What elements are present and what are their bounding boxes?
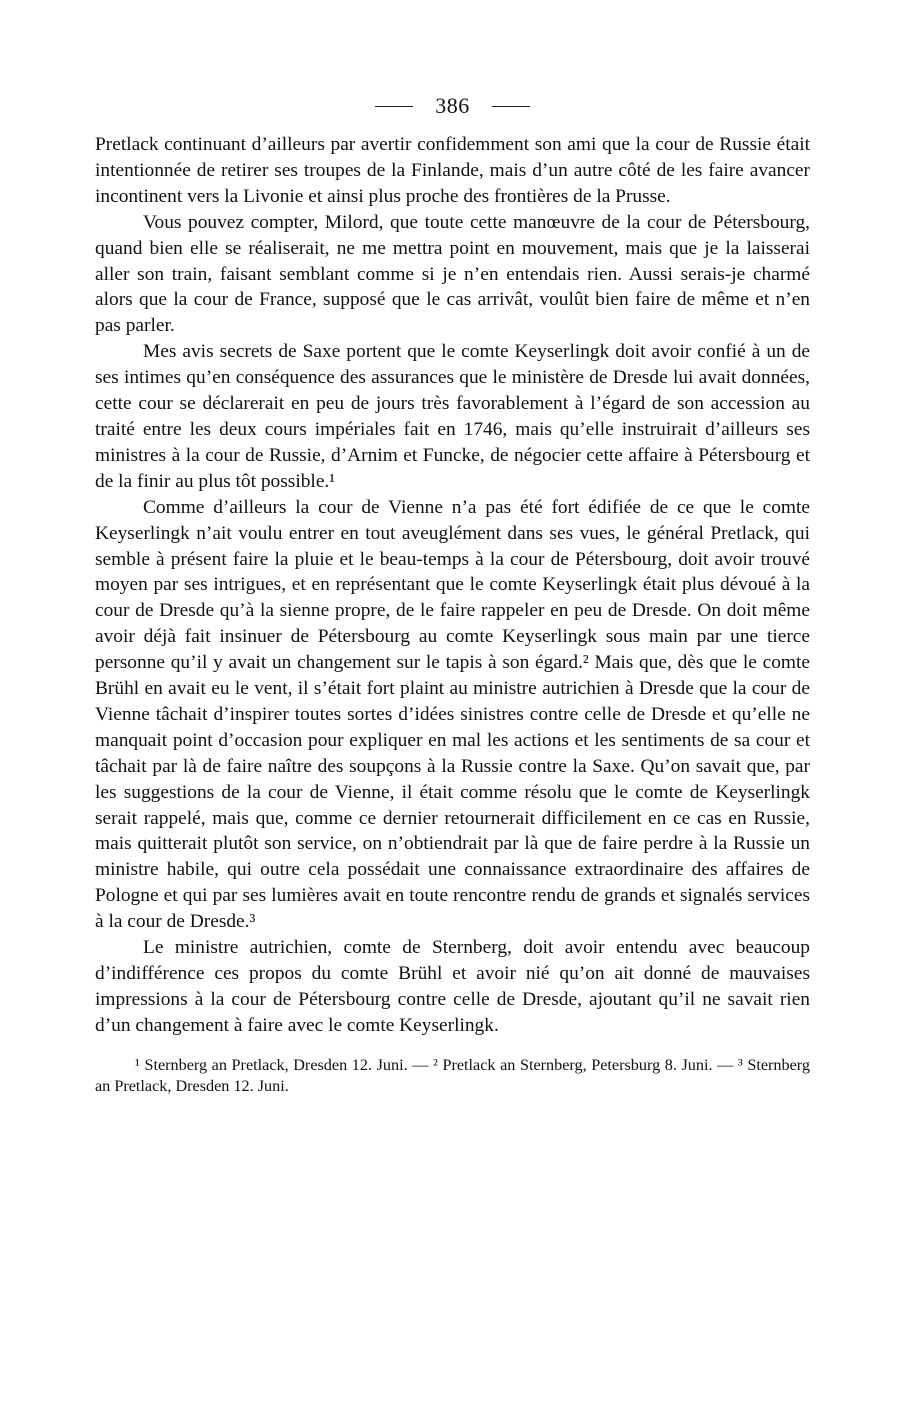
document-page bbox=[95, 88, 810, 1097]
page-header bbox=[95, 88, 810, 124]
paragraph-1: Pretlack continuant d’ailleurs par avertir confidemment son ami que la cour de Russie était intentionnée de retirer ses troupes de la Finlande, mais d’un autre côté de les faire avancer incontinent vers la Livonie et ainsi plus proche des frontières de la Prusse. bbox=[95, 134, 810, 207]
header-dash-right bbox=[492, 106, 530, 107]
paragraph-2: Vous pouvez compter, Milord, que toute cette manœuvre de la cour de Pétersbourg, quand bien elle se réaliserait, ne me mettra point en mouvement, mais que je la laisserai aller son train, faisant semblant comme si je n’en entendais rien. Aussi serais-je charmé alors que la cour de France, supposé que le cas arrivât, voulût bien faire de même et n’en pas parler. bbox=[95, 211, 810, 337]
body-text bbox=[95, 132, 810, 1039]
paragraph-3: Mes avis secrets de Saxe portent que le comte Keyserlingk doit avoir confié à un de ses intimes qu’en conséquence des assurances que le ministère de Dresde lui avait données, cette cour se déclarerait en peu de jours très favorablement à l’égard de son accession au traité entre les deux cours impériales fait en 1746, mais qu’elle instruirait d’ailleurs ses ministres à la cour de Russie, d’Arnim et Funcke, de négocier cette affaire à Pétersbourg et de la finir au plus tôt possible.¹ bbox=[95, 341, 810, 492]
paragraph-4: Comme d’ailleurs la cour de Vienne n’a pas été fort édifiée de ce que le comte Keyserlingk n’ait voulu entrer en tout aveuglément dans ses vues, le général Pretlack, qui semble à présent faire la pluie et le beau-temps à la cour de Pétersbourg, doit avoir trouvé moyen par ses intrigues, et en représentant que le comte Keyserlingk était plus dévoué à la cour de Dresde qu’à la sienne propre, de le faire rappeler en peu de Dresde. On doit même avoir déjà fait insinuer de Pétersbourg au comte Keyserlingk sous main par une tierce personne qu’il y avait un changement sur le tapis à son égard.² Mais que, dès que le comte Brühl en avait eu le vent, il s’était fort plaint au ministre autrichien à Dresde que la cour de Vienne tâchait d’inspirer toutes sortes d’idées sinistres contre celle de Dresde et qu’elle ne manquait point d’occasion pour expliquer en mal les actions et les sentiments de sa cour et tâchait par là de faire naître des soupçons à la Russie contre la Saxe. Qu’on savait que, par les suggestions de la cour de Vienne, il était comme résolu que le comte de Keyserlingk serait rappelé, mais que, comme ce dernier retournerait difficilement en ce cas en Russie, mais quitterait plutôt son service, on n’obtiendrait par là que de faire perdre à la Russie un ministre habile, qui outre cela possédait une connaissance extraordinaire des affaires de Pologne et qui par ses lumières avait en toute rencontre rendu de grands et signalés services à la cour de Dresde.³ bbox=[95, 496, 810, 933]
page-number: 386 bbox=[435, 93, 470, 118]
header-dash-left bbox=[375, 106, 413, 107]
footnotes bbox=[95, 1055, 810, 1097]
footnote-text: ¹ Sternberg an Pretlack, Dresden 12. Juni. — ² Pretlack an Sternberg, Petersburg 8. Juni. — ³ Sternberg an Pretlack, Dresden 12. Juni. bbox=[95, 1055, 810, 1095]
paragraph-5: Le ministre autrichien, comte de Sternberg, doit avoir entendu avec beaucoup d’indifférence ces propos du comte Brühl et avoir nié qu’on ait donné de mauvaises impressions à la cour de Pétersbourg contre celle de Dresde, ajoutant qu’il ne savait rien d’un changement à faire avec le comte Keyserlingk. bbox=[95, 937, 810, 1036]
